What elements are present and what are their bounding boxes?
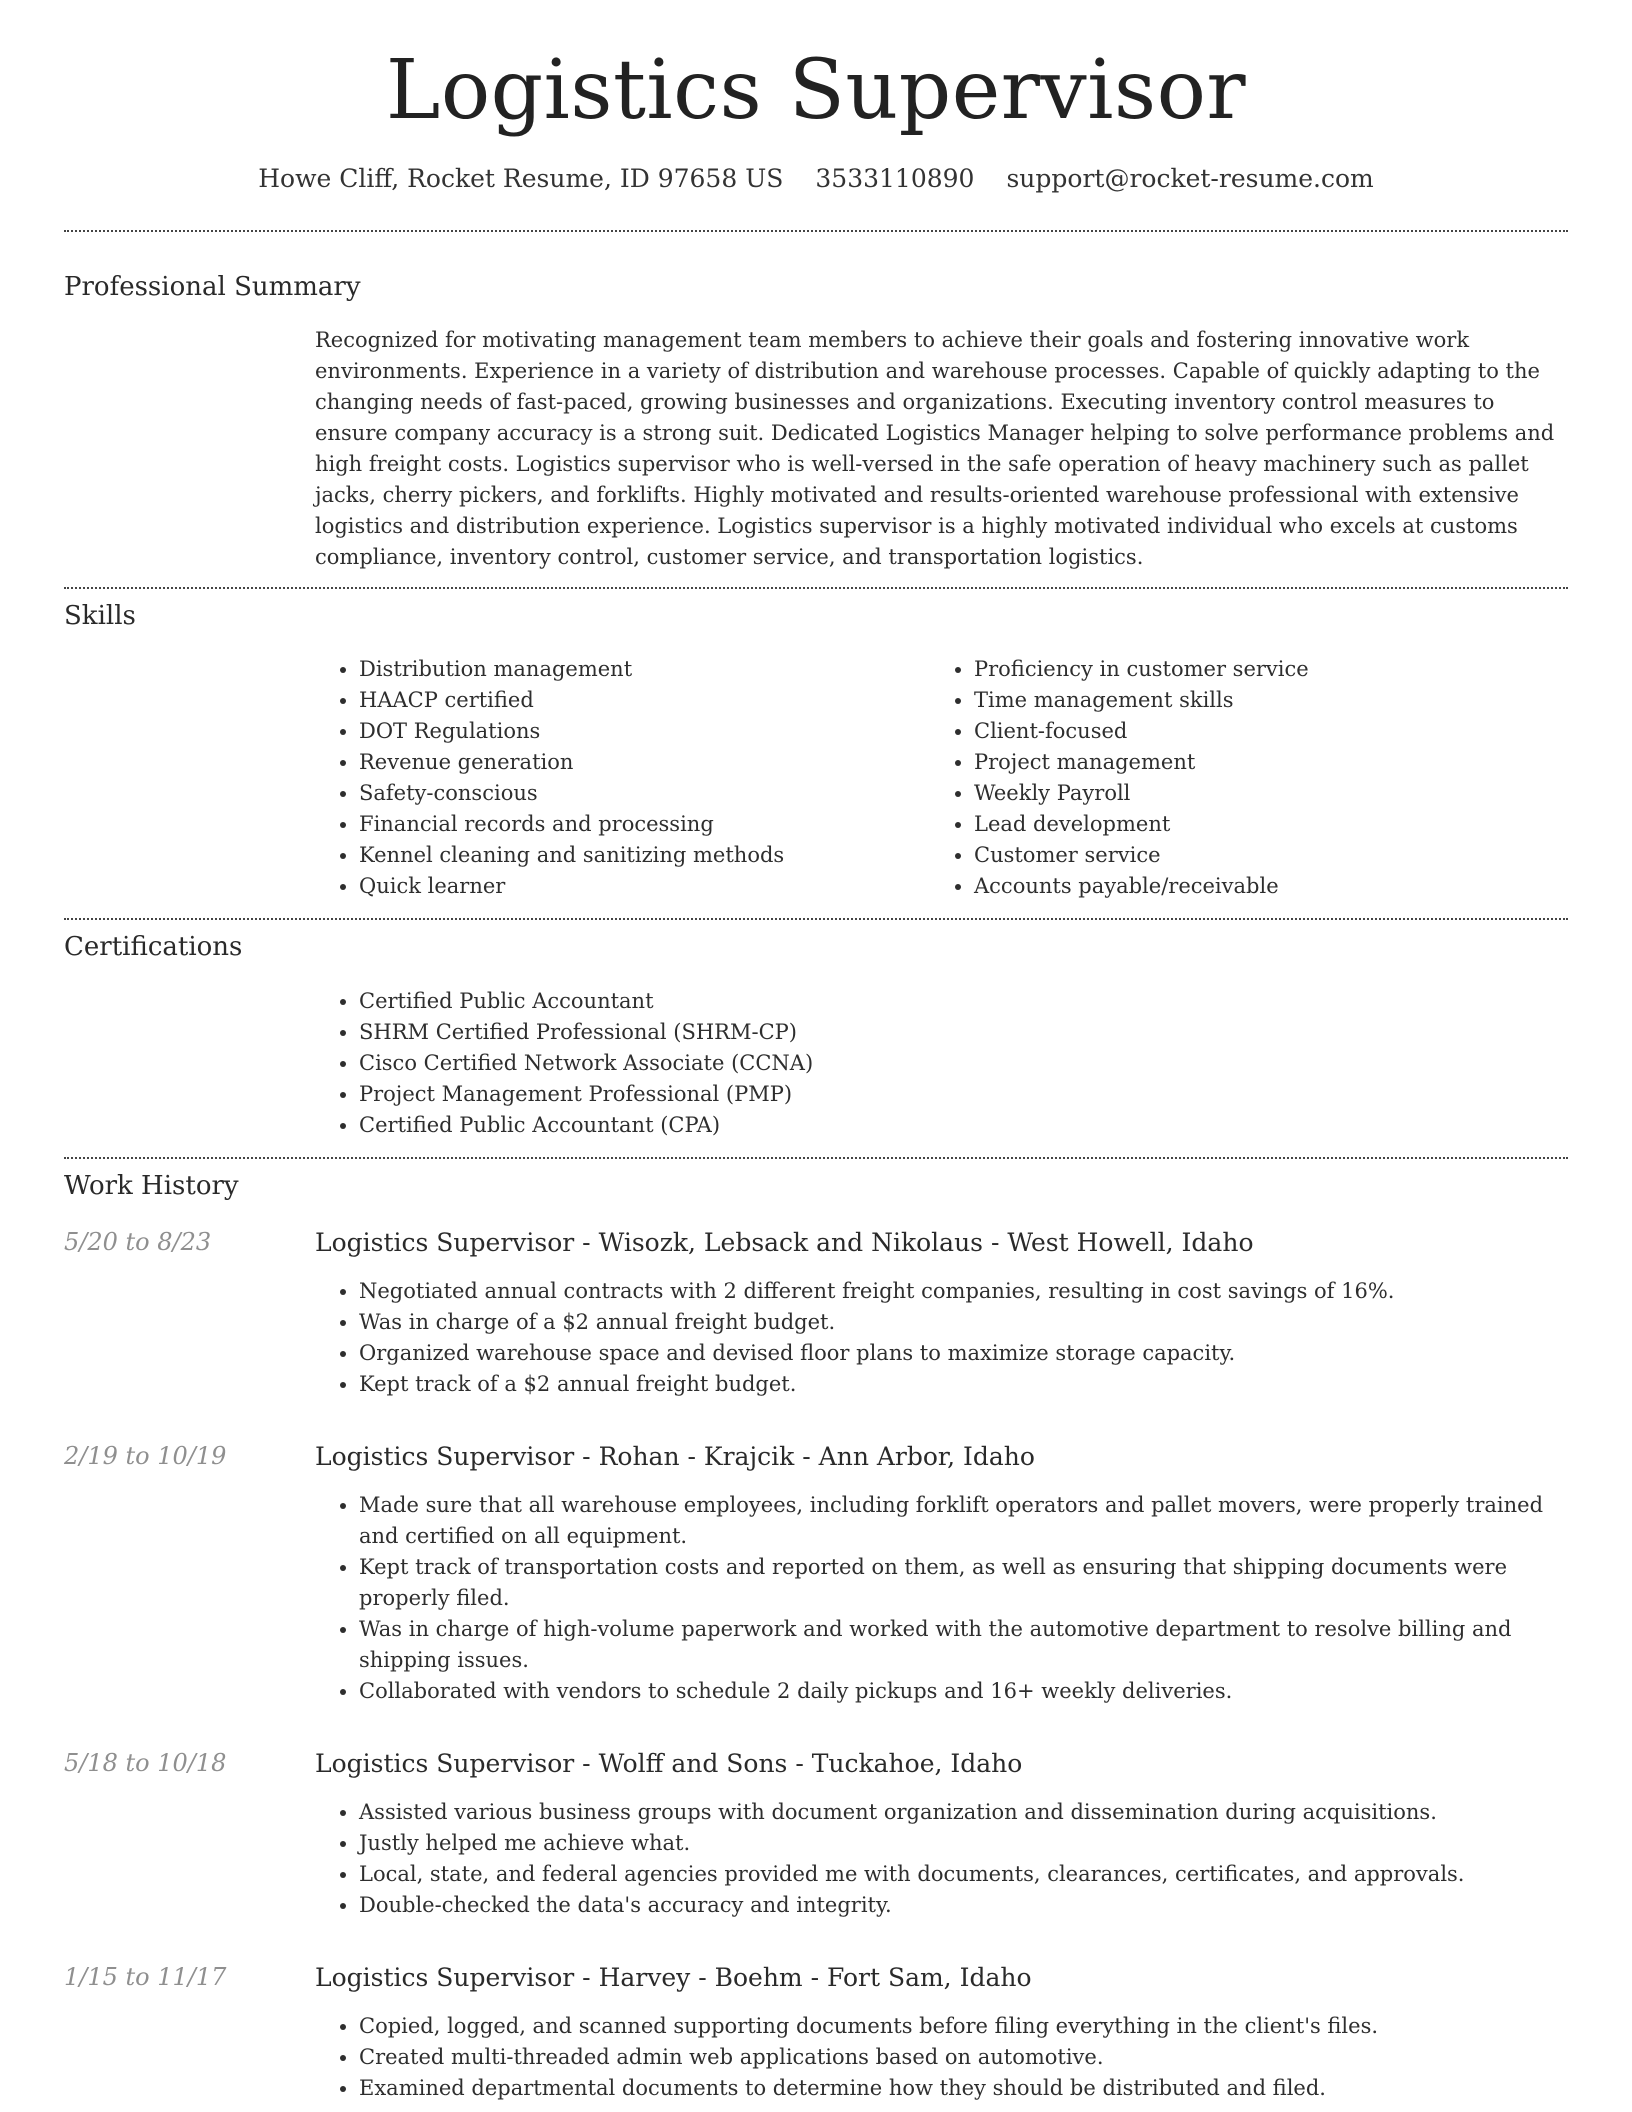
skill-item: • Accounts payable/receivable xyxy=(974,871,1545,902)
job-body xyxy=(315,1749,1568,1921)
job-bullet: • Justly helped me achieve what. xyxy=(359,1828,1568,1859)
job-body xyxy=(315,1228,1568,1400)
certification-item: • Certified Public Accountant xyxy=(359,986,1568,1017)
skill-item: • Weekly Payroll xyxy=(974,778,1545,809)
skill-item: • Lead development xyxy=(974,809,1545,840)
skills-list-left xyxy=(315,654,930,902)
skill-item: • DOT Regulations xyxy=(359,716,930,747)
job-entry xyxy=(64,1228,1568,1400)
skills-list-right xyxy=(930,654,1545,902)
certifications-list xyxy=(315,986,1568,1141)
job-body xyxy=(315,1963,1568,2104)
skills-heading: Skills xyxy=(64,601,136,632)
job-bullets xyxy=(315,1276,1568,1400)
job-bullet: • Negotiated annual contracts with 2 different freight companies, resulting in cost savings of 16%. xyxy=(359,1276,1568,1307)
contact-phone: 3533110890 xyxy=(815,164,975,193)
contact-email: support@rocket-resume.com xyxy=(1006,164,1374,193)
contact-address: Howe Cliff, Rocket Resume, ID 97658 US xyxy=(258,164,784,193)
job-bullet: • Organized warehouse space and devised floor plans to maximize storage capacity. xyxy=(359,1338,1568,1369)
job-entry xyxy=(64,1442,1568,1707)
skill-item: • Project management xyxy=(974,747,1545,778)
skill-item: • Proficiency in customer service xyxy=(974,654,1545,685)
job-title: Logistics Supervisor - Rohan - Krajcik - Ann Arbor, Idaho xyxy=(315,1441,1035,1471)
resume-header xyxy=(64,0,1568,194)
certification-item: • Certified Public Accountant (CPA) xyxy=(359,1110,1568,1141)
job-bullets xyxy=(315,1797,1568,1921)
certification-item: • SHRM Certified Professional (SHRM-CP) xyxy=(359,1017,1568,1048)
job-bullet: • Kept track of transportation costs and reported on them, as well as ensuring that shipping documents were properly filed. xyxy=(359,1552,1568,1614)
certification-item: • Project Management Professional (PMP) xyxy=(359,1079,1568,1110)
skill-item: • Kennel cleaning and sanitizing methods xyxy=(359,840,930,871)
skill-item: • Client-focused xyxy=(974,716,1545,747)
job-bullet: • Was in charge of a $2 annual freight budget. xyxy=(359,1307,1568,1338)
job-bullet: • Was in charge of high-volume paperwork and worked with the automotive department to resolve billing and shipping issues. xyxy=(359,1614,1568,1676)
contact-line xyxy=(64,164,1568,194)
job-bullet: • Created multi-threaded admin web applications based on automotive. xyxy=(359,2042,1568,2073)
skill-item: • HAACP certified xyxy=(359,685,930,716)
job-title: Logistics Supervisor - Wisozk, Lebsack and Nikolaus - West Howell, Idaho xyxy=(315,1227,1254,1257)
job-bullet: • Assisted various business groups with document organization and dissemination during acquisitions. xyxy=(359,1797,1568,1828)
skills-grid xyxy=(315,654,1568,902)
summary-heading: Professional Summary xyxy=(64,272,361,302)
job-entry xyxy=(64,1963,1568,2104)
job-bullet: • Kept track of a $2 annual freight budget. xyxy=(359,1369,1568,1400)
job-title: Logistics Supervisor - Wolff and Sons - Tuckahoe, Idaho xyxy=(315,1748,1023,1778)
job-bullet: • Local, state, and federal agencies provided me with documents, clearances, certificates, and approvals. xyxy=(359,1859,1568,1890)
job-bullet: • Double-checked the data's accuracy and integrity. xyxy=(359,1890,1568,1921)
job-bullet: • Made sure that all warehouse employees, including forklift operators and pallet movers, were properly trained and certified on all equipment. xyxy=(359,1490,1568,1552)
job-title: Logistics Supervisor - Harvey - Boehm - Fort Sam, Idaho xyxy=(315,1962,1032,1992)
summary-text: Recognized for motivating management team members to achieve their goals and fostering innovative work environments. Experience in a variety of distribution and warehouse processes. Capable of quickly adapting to the changing needs of fast-paced, growing businesses and organizations. Executing inventory control measures to ensure company accuracy is a strong suit. Dedicated Logistics Manager helping to solve performance problems and high freight costs. Logistics supervisor who is well-versed in the safe operation of heavy machinery such as pallet jacks, cherry pickers, and forklifts. Highly motivated and results-oriented warehouse professional with extensive logistics and distribution experience. Logistics supervisor is a highly motivated individual who excels at customs compliance, inventory control, customer service, and transportation logistics. xyxy=(315,328,1555,570)
skill-item: • Distribution management xyxy=(359,654,930,685)
job-body xyxy=(315,1442,1568,1707)
skill-item: • Financial records and processing xyxy=(359,809,930,840)
summary-section xyxy=(64,232,1568,573)
job-date: 2/19 to 10/19 xyxy=(64,1441,227,1470)
skill-item: • Quick learner xyxy=(359,871,930,902)
certifications-section xyxy=(64,920,1568,1140)
certification-item: • Cisco Certified Network Associate (CCNA) xyxy=(359,1048,1568,1079)
job-bullet: • Examined departmental documents to determine how they should be distributed and filed. xyxy=(359,2073,1568,2104)
job-entry xyxy=(64,1749,1568,1921)
job-date: 5/18 to 10/18 xyxy=(64,1748,227,1777)
skills-section xyxy=(64,589,1568,902)
skill-item: • Safety-conscious xyxy=(359,778,930,809)
job-bullet: • Copied, logged, and scanned supporting documents before filing everything in the client's files. xyxy=(359,2011,1568,2042)
skill-item: • Revenue generation xyxy=(359,747,930,778)
job-bullets xyxy=(315,1490,1568,1707)
resume-title: Logistics Supervisor xyxy=(385,43,1247,138)
job-date: 5/20 to 8/23 xyxy=(64,1227,212,1256)
certifications-content xyxy=(315,986,1568,1141)
certifications-heading: Certifications xyxy=(64,932,243,963)
job-bullet: • Collaborated with vendors to schedule 2 daily pickups and 16+ weekly deliveries. xyxy=(359,1676,1568,1707)
job-bullets xyxy=(315,2011,1568,2104)
work-history-section xyxy=(64,1159,1568,2104)
skill-item: • Time management skills xyxy=(974,685,1545,716)
skill-item: • Customer service xyxy=(974,840,1545,871)
job-date: 1/15 to 11/17 xyxy=(64,1962,227,1991)
work-history-heading: Work History xyxy=(64,1170,239,1201)
resume-page xyxy=(64,0,1568,2104)
